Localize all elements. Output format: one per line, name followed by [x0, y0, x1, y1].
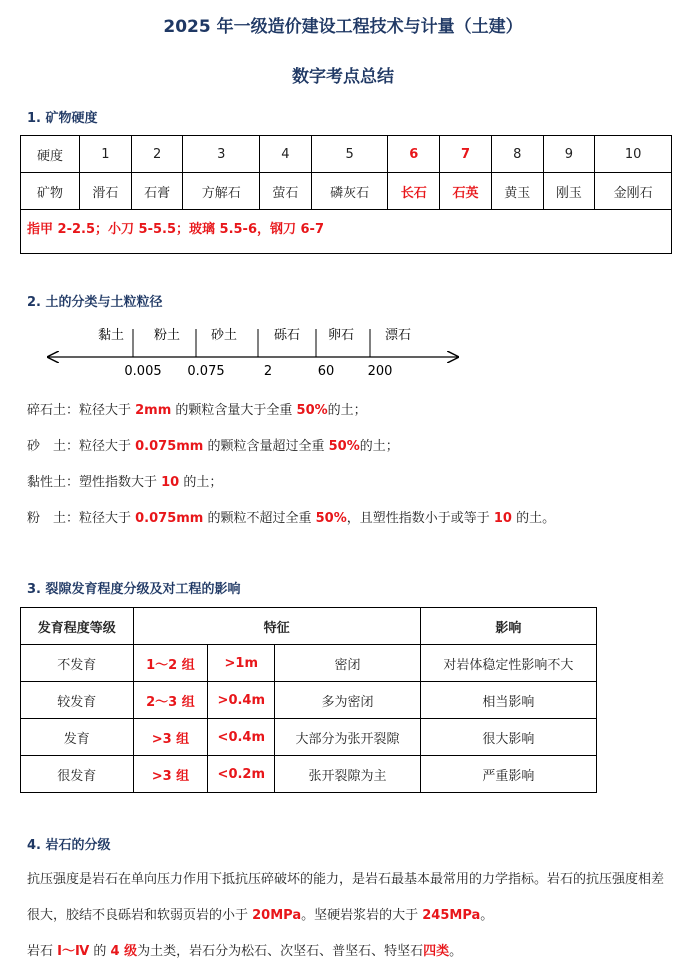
fissure-impact: 严重影响 [420, 756, 596, 793]
fissure-grade: 发育 [21, 719, 134, 756]
fissure-spacing: <0.4m [208, 719, 275, 756]
axis-tick-label: 0.005 [124, 364, 162, 379]
fissure-desc: 大部分为张开裂隙 [275, 719, 420, 756]
soil-grain-axis [0, 0, 686, 390]
section-4-heading: 4. 岩石的分级 [27, 838, 111, 853]
mineral-cell: 石膏 [131, 173, 183, 210]
mineral-cell: 滑石 [80, 173, 132, 210]
rock-class-paragraph: 岩石 Ⅰ～Ⅳ 的 4 级为土类，岩石分为松石、次坚石、普坚石、特坚石四类。 [27, 944, 463, 959]
axis-tick-label: 0.075 [187, 364, 225, 379]
fissure-impact: 很大影响 [420, 719, 596, 756]
fissure-table [20, 607, 597, 793]
header-grade: 发育程度等级 [21, 608, 134, 645]
mineral-cell: 长石 [388, 173, 440, 210]
soil-name-label: 砾石 [273, 328, 301, 343]
fissure-grade: 不发育 [21, 645, 134, 682]
soil-name-label: 黏土 [97, 328, 125, 343]
soil-line-gravel: 碎石土：粒径大于 2mm 的颗粒含量大于全重 50%的土； [27, 403, 367, 418]
fissure-spacing: >1m [208, 645, 275, 682]
axis-tick-label: 200 [367, 364, 393, 379]
axis-tick-label: 60 [317, 364, 335, 379]
section-2-heading: 2. 土的分类与土粒粒径 [27, 295, 163, 310]
section-3-heading: 3. 裂隙发育程度分级及对工程的影响 [27, 582, 241, 597]
hardness-label: 硬度 [21, 136, 80, 173]
soil-line-sand: 砂 土：粒径大于 0.075mm 的颗粒含量超过全重 50%的土； [27, 439, 399, 454]
fissure-spacing: >0.4m [208, 682, 275, 719]
fissure-desc: 多为密闭 [275, 682, 420, 719]
fissure-header-row [21, 608, 597, 645]
soil-name-label: 卵石 [327, 328, 355, 343]
page-subtitle: 数字考点总结 [292, 67, 394, 87]
hardness-cell: 3 [183, 136, 260, 173]
section-1-heading: 1. 矿物硬度 [27, 111, 98, 126]
header-feature: 特征 [133, 608, 420, 645]
axis-tick-label: 2 [263, 364, 273, 379]
mineral-label: 矿物 [21, 173, 80, 210]
fissure-desc: 张开裂隙为主 [275, 756, 420, 793]
fissure-groups: 2～3 组 [133, 682, 208, 719]
fissure-grade: 较发育 [21, 682, 134, 719]
fissure-row [21, 756, 597, 793]
mineral-cell: 黄玉 [491, 173, 543, 210]
soil-name-label: 粉土 [153, 328, 181, 343]
fissure-desc: 密闭 [275, 645, 420, 682]
hardness-cell: 10 [595, 136, 672, 173]
hardness-note: 指甲 2-2.5；小刀 5-5.5；玻璃 5.5-6，钢刀 6-7 [21, 210, 672, 254]
fissure-row [21, 682, 597, 719]
soil-line-silt: 粉 土：粒径大于 0.075mm 的颗粒不超过全重 50%，且塑性指数小于或等于 10 的土。 [27, 511, 556, 526]
fissure-spacing: <0.2m [208, 756, 275, 793]
header-impact: 影响 [420, 608, 596, 645]
mineral-cell: 金刚石 [595, 173, 672, 210]
fissure-impact: 对岩体稳定性影响不大 [420, 645, 596, 682]
hardness-cell: 9 [543, 136, 595, 173]
hardness-cell: 1 [80, 136, 132, 173]
hardness-cell: 5 [311, 136, 388, 173]
fissure-grade: 很发育 [21, 756, 134, 793]
mineral-cell: 刚玉 [543, 173, 595, 210]
soil-name-label: 漂石 [384, 328, 412, 343]
fissure-groups: 1～2 组 [133, 645, 208, 682]
mineral-cell: 磷灰石 [311, 173, 388, 210]
page-title: 2025 年一级造价建设工程技术与计量（土建） [163, 17, 523, 37]
hardness-cell: 4 [260, 136, 312, 173]
fissure-row [21, 645, 597, 682]
hardness-cell: 6 [388, 136, 440, 173]
hardness-cell: 7 [440, 136, 492, 173]
hardness-cell: 2 [131, 136, 183, 173]
mineral-cell: 萤石 [260, 173, 312, 210]
soil-name-label: 砂土 [210, 328, 238, 343]
hardness-cell: 8 [491, 136, 543, 173]
mineral-cell: 石英 [440, 173, 492, 210]
fissure-groups: >3 组 [133, 756, 208, 793]
fissure-impact: 相当影响 [420, 682, 596, 719]
rock-strength-paragraph: 抗压强度是岩石在单向压力作用下抵抗压碎破坏的能力，是岩石最基本最常用的力学指标。岩石的抗压强度相差很大，胶结不良砾岩和软弱页岩的小于 20MPa。坚硬岩浆岩的大于 245MPa。 [27, 872, 665, 923]
soil-line-cohesive: 黏性土：塑性指数大于 10 的土； [27, 475, 223, 490]
mineral-cell: 方解石 [183, 173, 260, 210]
fissure-row [21, 719, 597, 756]
fissure-groups: >3 组 [133, 719, 208, 756]
